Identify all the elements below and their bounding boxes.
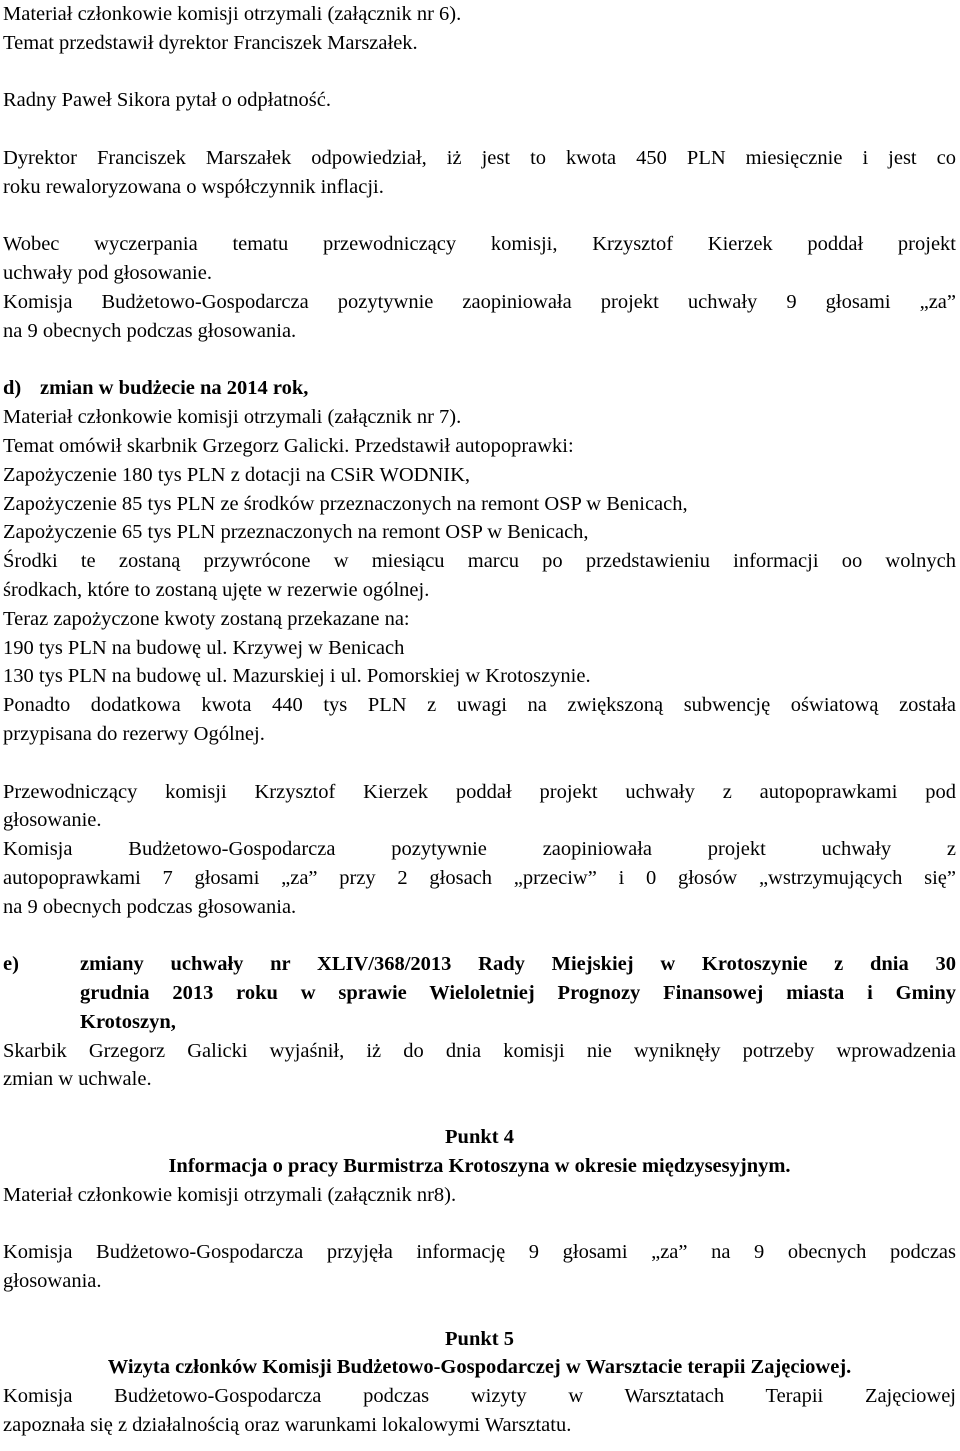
text-line: Ponadto dodatkowa kwota 440 tys PLN z uwagi na zwiększoną subwencję oświatową została [3,694,956,717]
text-line: Przewodniczący komisji Krzysztof Kierzek poddał projekt uchwały z autopoprawkami pod [3,780,956,803]
text-line: Skarbik Grzegorz Galicki wyjaśnił, iż do dnia komisji nie wyniknęły potrzeby wprowadzenia [3,1039,956,1062]
text-line: środkach, które to zostaną ujęte w rezerwie ogólnej. [3,578,430,601]
section-heading: Punkt 4 [445,1126,514,1149]
item-e-heading [3,950,956,1036]
text-line: Temat przedstawił dyrektor Franciszek Marszałek. [3,31,418,54]
text-line: Zapożyczenie 85 tys PLN ze środków przeznaczonych na remont OSP w Benicach, [3,492,688,515]
item-title: zmian w budżecie na 2014 rok, [40,377,309,400]
item-d-heading [3,374,956,403]
section-title: Wizyta członków Komisji Budżetowo-Gospodarczej w Warsztacie terapii Zajęciowej. [107,1356,852,1379]
text-line: Komisja Budżetowo-Gospodarcza pozytywnie zaopiniowała projekt uchwały z [3,838,956,861]
text-line: zmian w uchwale. [3,1068,152,1091]
text-line: Zapożyczenie 180 tys PLN z dotacji na CSiR WODNIK, [3,463,471,486]
text-line: Materiał członkowie komisji otrzymali (załącznik nr8). [3,1183,457,1206]
text-line: uchwały pod głosowanie. [3,262,212,285]
title-line: zmiany uchwały nr XLIV/368/2013 Rady Miejskiej w Krotoszynie z dnia 30 [80,953,956,976]
title-line: grudnia 2013 roku w sprawie Wieloletniej Prognozy Finansowej miasta i Gminy [80,982,956,1005]
text-line: Materiał członkowie komisji otrzymali (załącznik nr 6). [3,3,462,25]
text-line: głosowania. [3,1270,102,1293]
text-line: Komisja Budżetowo-Gospodarcza pozytywnie zaopiniowała projekt uchwały 9 głosami „za” [3,290,956,313]
text-line: Teraz zapożyczone kwoty zostaną przekazane na: [3,607,410,630]
item-title [80,950,956,1036]
text-line: Materiał członkowie komisji otrzymali (załącznik nr 7). [3,406,462,429]
text-line: roku rewaloryzowana o współczynnik inflacji. [3,175,384,198]
text-line: Zapożyczenie 65 tys PLN przeznaczonych na remont OSP w Benicach, [3,521,589,544]
document-page [3,0,956,1440]
text-line: przypisana do rezerwy Ogólnej. [3,722,265,745]
text-line: Wobec wyczerpania tematu przewodniczący komisji, Krzysztof Kierzek poddał projekt [3,233,956,256]
text-line: głosowanie. [3,809,102,832]
item-label: e) [3,953,19,976]
section-heading: Punkt 5 [445,1327,514,1350]
text-line: na 9 obecnych podczas głosowania. [3,319,297,342]
title-line: Krotoszyn, [80,1010,176,1033]
text-line: zapoznała się z działalnością oraz warunkami lokalowymi Warsztatu. [3,1414,572,1437]
text-line: Komisja Budżetowo-Gospodarcza przyjęła informację 9 głosami „za” na 9 obecnych podczas [3,1241,956,1264]
text-line: Dyrektor Franciszek Marszałek odpowiedział, iż jest to kwota 450 PLN miesięcznie i jest co [3,146,956,169]
text-line: Temat omówił skarbnik Grzegorz Galicki. Przedstawił autopoprawki: [3,434,574,457]
text-line: Radny Paweł Sikora pytał o odpłatność. [3,89,331,112]
text-line: Środki te zostaną przywrócone w miesiącu marcu po przedstawieniu informacji oo wolnych [3,550,956,573]
section-title: Informacja o pracy Burmistrza Krotoszyna w okresie międzysesyjnym. [168,1154,791,1177]
text-line: Komisja Budżetowo-Gospodarcza podczas wizyty w Warsztatach Terapii Zajęciowej [3,1385,956,1408]
text-line: 130 tys PLN na budowę ul. Mazurskiej i ul. Pomorskiej w Krotoszynie. [3,665,591,688]
item-label: d) [3,377,22,400]
text-line: na 9 obecnych podczas głosowania. [3,895,297,918]
text-line: autopoprawkami 7 głosami „za” przy 2 głosach „przeciw” i 0 głosów „wstrzymujących się” [3,866,956,889]
text-line: 190 tys PLN na budowę ul. Krzywej w Benicach [3,636,405,659]
